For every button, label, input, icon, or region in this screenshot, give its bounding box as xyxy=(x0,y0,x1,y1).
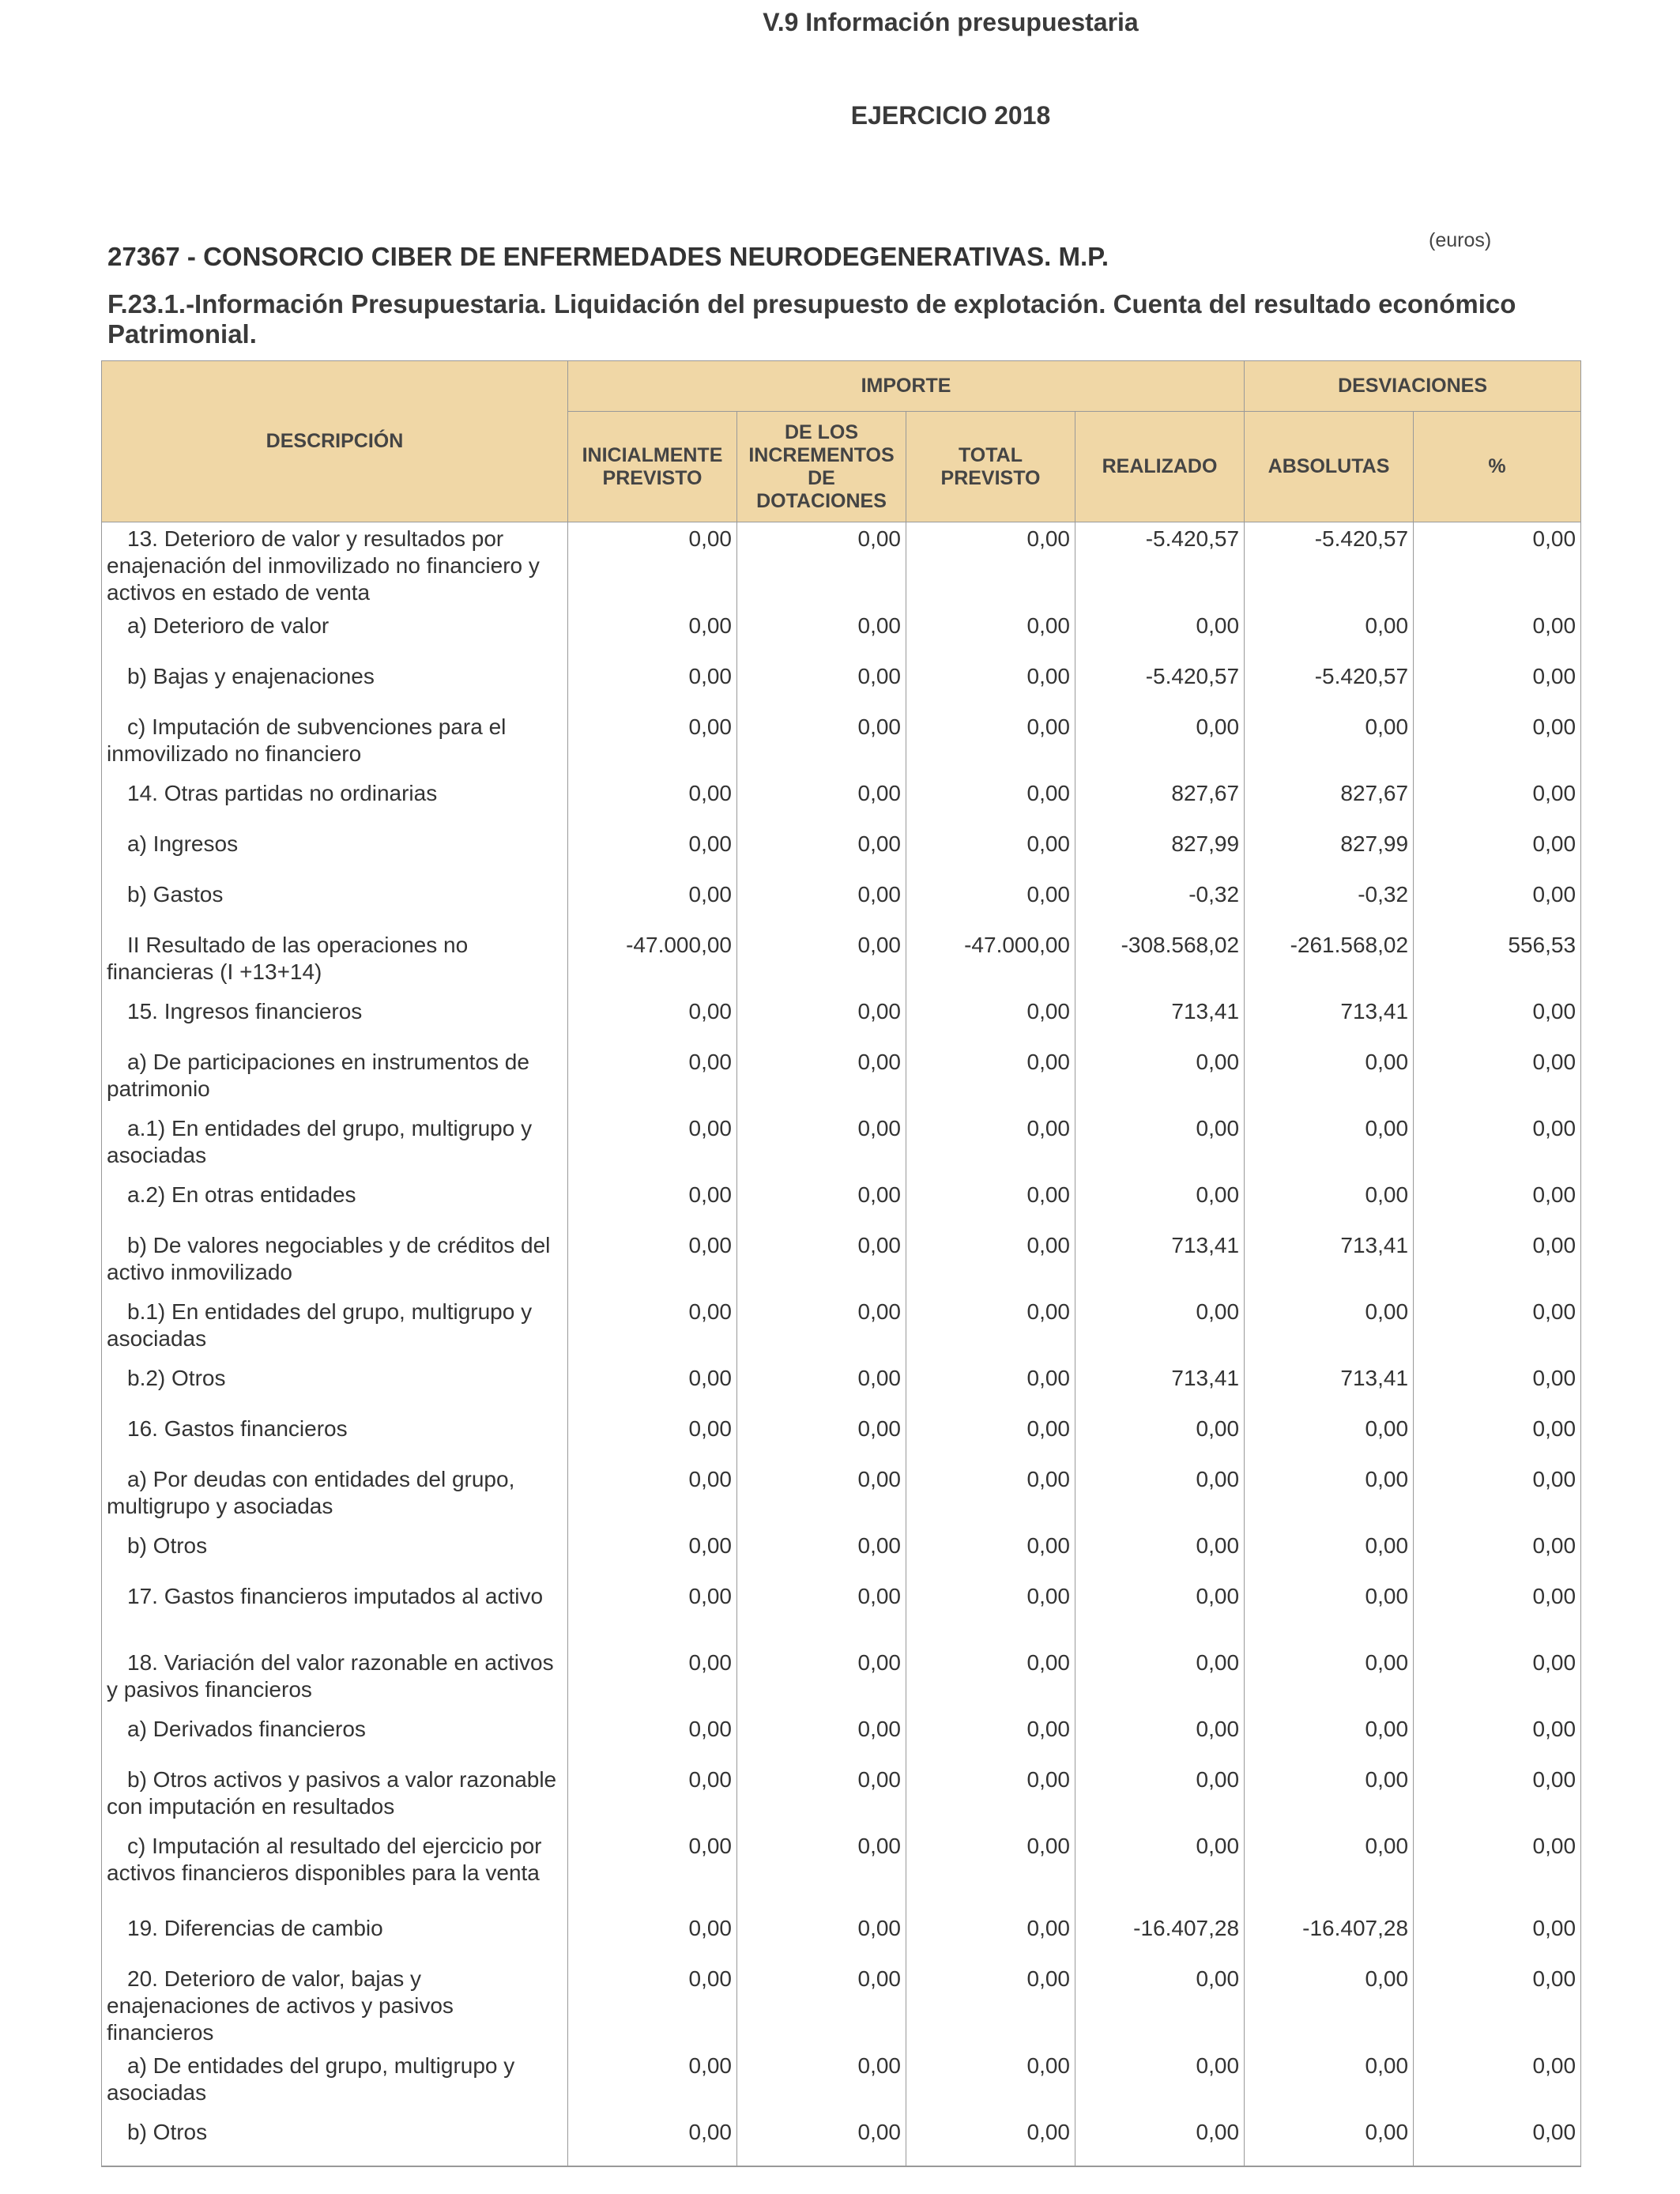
cell-absolutas: 713,41 xyxy=(1245,1229,1414,1295)
units-label: (euros) xyxy=(1429,229,1492,251)
row-description: 20. Deterioro de valor, bajas y enajenaciones de activos y pasivos financieros xyxy=(102,1962,568,2049)
cell-absolutas: -5.420,57 xyxy=(1245,660,1414,711)
cell-total-previsto: 0,00 xyxy=(906,1412,1075,1463)
cell-porcentaje: 0,00 xyxy=(1414,2116,1581,2166)
cell-total-previsto: 0,00 xyxy=(906,777,1075,827)
cell-absolutas: 0,00 xyxy=(1245,1713,1414,1763)
cell-porcentaje: 0,00 xyxy=(1414,1763,1581,1830)
cell-porcentaje: 0,00 xyxy=(1414,1046,1581,1112)
cell-total-previsto: 0,00 xyxy=(906,2116,1075,2166)
cell-realizado: 0,00 xyxy=(1075,1713,1245,1763)
row-description: c) Imputación de subvenciones para el inmovilizado no financiero xyxy=(102,711,568,777)
cell-absolutas: -261.568,02 xyxy=(1245,929,1414,995)
cell-realizado: 827,67 xyxy=(1075,777,1245,827)
cell-absolutas: -0,32 xyxy=(1245,878,1414,929)
cell-incrementos: 0,00 xyxy=(737,827,906,878)
cell-realizado: 0,00 xyxy=(1075,711,1245,777)
cell-inicialmente-previsto: 0,00 xyxy=(568,1295,737,1362)
table-row xyxy=(102,1178,1581,1229)
cell-porcentaje: 0,00 xyxy=(1414,1580,1581,1646)
cell-absolutas: 827,99 xyxy=(1245,827,1414,878)
cell-incrementos: 0,00 xyxy=(737,1362,906,1412)
table-row xyxy=(102,1295,1581,1362)
cell-absolutas: 0,00 xyxy=(1245,711,1414,777)
cell-total-previsto: 0,00 xyxy=(906,1713,1075,1763)
row-description: b) Otros xyxy=(102,1529,568,1580)
table-row xyxy=(102,1412,1581,1463)
cell-absolutas: 713,41 xyxy=(1245,1362,1414,1412)
cell-absolutas: 0,00 xyxy=(1245,1295,1414,1362)
cell-inicialmente-previsto: 0,00 xyxy=(568,1580,737,1646)
cell-realizado: 0,00 xyxy=(1075,1412,1245,1463)
cell-inicialmente-previsto: 0,00 xyxy=(568,878,737,929)
cell-incrementos: 0,00 xyxy=(737,1463,906,1529)
cell-total-previsto: 0,00 xyxy=(906,1912,1075,1962)
cell-absolutas: 0,00 xyxy=(1245,1178,1414,1229)
cell-absolutas: 0,00 xyxy=(1245,1412,1414,1463)
cell-porcentaje: 0,00 xyxy=(1414,1529,1581,1580)
cell-incrementos: 0,00 xyxy=(737,1046,906,1112)
cell-porcentaje: 0,00 xyxy=(1414,878,1581,929)
cell-incrementos: 0,00 xyxy=(737,1912,906,1962)
row-description: II Resultado de las operaciones no financieras (I +13+14) xyxy=(102,929,568,995)
cell-realizado: -5.420,57 xyxy=(1075,522,1245,610)
cell-incrementos: 0,00 xyxy=(737,1713,906,1763)
cell-incrementos: 0,00 xyxy=(737,1529,906,1580)
entity-name: 27367 - CONSORCIO CIBER DE ENFERMEDADES NEURODEGENERATIVAS. M.P. xyxy=(107,242,1109,271)
budget-table xyxy=(101,360,1581,2167)
table-row xyxy=(102,777,1581,827)
cell-absolutas: 0,00 xyxy=(1245,609,1414,660)
cell-total-previsto: 0,00 xyxy=(906,1580,1075,1646)
cell-inicialmente-previsto: 0,00 xyxy=(568,1112,737,1178)
cell-porcentaje: 0,00 xyxy=(1414,1713,1581,1763)
cell-realizado: 0,00 xyxy=(1075,1646,1245,1713)
row-description: 13. Deterioro de valor y resultados por enajenación del inmovilizado no financiero y activos en estado de venta xyxy=(102,522,568,610)
row-description: a) Deterioro de valor xyxy=(102,609,568,660)
cell-porcentaje: 0,00 xyxy=(1414,1112,1581,1178)
table-row xyxy=(102,929,1581,995)
cell-inicialmente-previsto: 0,00 xyxy=(568,660,737,711)
cell-total-previsto: 0,00 xyxy=(906,2049,1075,2116)
cell-absolutas: 0,00 xyxy=(1245,1962,1414,2049)
cell-inicialmente-previsto: 0,00 xyxy=(568,1412,737,1463)
section-title: V.9 Información presupuestaria xyxy=(763,8,1139,36)
table-row xyxy=(102,1646,1581,1713)
table-row xyxy=(102,2049,1581,2116)
cell-porcentaje: 0,00 xyxy=(1414,995,1581,1046)
cell-realizado: 827,99 xyxy=(1075,827,1245,878)
cell-absolutas: 0,00 xyxy=(1245,2049,1414,2116)
cell-porcentaje: 0,00 xyxy=(1414,1463,1581,1529)
cell-porcentaje: 556,53 xyxy=(1414,929,1581,995)
table-row xyxy=(102,1112,1581,1178)
cell-absolutas: 0,00 xyxy=(1245,1463,1414,1529)
table-row xyxy=(102,1463,1581,1529)
cell-absolutas: 0,00 xyxy=(1245,1763,1414,1830)
table-row xyxy=(102,1362,1581,1412)
col-header-absolutas: ABSOLUTAS xyxy=(1245,412,1414,522)
cell-porcentaje: 0,00 xyxy=(1414,711,1581,777)
cell-total-previsto: 0,00 xyxy=(906,1529,1075,1580)
cell-realizado: 0,00 xyxy=(1075,1046,1245,1112)
cell-total-previsto: 0,00 xyxy=(906,878,1075,929)
cell-incrementos: 0,00 xyxy=(737,1229,906,1295)
cell-inicialmente-previsto: 0,00 xyxy=(568,827,737,878)
cell-incrementos: 0,00 xyxy=(737,1295,906,1362)
row-description: 14. Otras partidas no ordinarias xyxy=(102,777,568,827)
cell-inicialmente-previsto: 0,00 xyxy=(568,609,737,660)
table-row xyxy=(102,1962,1581,2049)
cell-realizado: 0,00 xyxy=(1075,1529,1245,1580)
cell-realizado: 713,41 xyxy=(1075,1229,1245,1295)
cell-total-previsto: 0,00 xyxy=(906,1229,1075,1295)
cell-incrementos: 0,00 xyxy=(737,995,906,1046)
row-description: b) Otros xyxy=(102,2116,568,2166)
cell-inicialmente-previsto: -47.000,00 xyxy=(568,929,737,995)
row-description: b) Bajas y enajenaciones xyxy=(102,660,568,711)
cell-total-previsto: 0,00 xyxy=(906,1830,1075,1912)
cell-incrementos: 0,00 xyxy=(737,929,906,995)
cell-inicialmente-previsto: 0,00 xyxy=(568,2049,737,2116)
cell-total-previsto: 0,00 xyxy=(906,1646,1075,1713)
report-subtitle: F.23.1.-Información Presupuestaria. Liquidación del presupuesto de explotación. Cuenta del resultado económico Patrimonial. xyxy=(107,289,1516,349)
cell-inicialmente-previsto: 0,00 xyxy=(568,711,737,777)
cell-realizado: 0,00 xyxy=(1075,1962,1245,2049)
cell-incrementos: 0,00 xyxy=(737,1830,906,1912)
row-description: b) Gastos xyxy=(102,878,568,929)
cell-incrementos: 0,00 xyxy=(737,1962,906,2049)
col-header-incrementos: DE LOS INCREMENTOS DE DOTACIONES xyxy=(737,412,906,522)
cell-porcentaje: 0,00 xyxy=(1414,777,1581,827)
cell-incrementos: 0,00 xyxy=(737,1646,906,1713)
cell-absolutas: -16.407,28 xyxy=(1245,1912,1414,1962)
cell-inicialmente-previsto: 0,00 xyxy=(568,1830,737,1912)
row-description: a.2) En otras entidades xyxy=(102,1178,568,1229)
cell-incrementos: 0,00 xyxy=(737,1580,906,1646)
table-row xyxy=(102,1046,1581,1112)
cell-inicialmente-previsto: 0,00 xyxy=(568,1912,737,1962)
cell-realizado: 0,00 xyxy=(1075,1463,1245,1529)
row-description: a) De participaciones en instrumentos de patrimonio xyxy=(102,1046,568,1112)
table-row xyxy=(102,2116,1581,2166)
cell-absolutas: 827,67 xyxy=(1245,777,1414,827)
cell-incrementos: 0,00 xyxy=(737,777,906,827)
cell-realizado: 0,00 xyxy=(1075,1178,1245,1229)
cell-incrementos: 0,00 xyxy=(737,1412,906,1463)
cell-realizado: -16.407,28 xyxy=(1075,1912,1245,1962)
cell-total-previsto: 0,00 xyxy=(906,1046,1075,1112)
table-row xyxy=(102,609,1581,660)
cell-total-previsto: 0,00 xyxy=(906,522,1075,610)
cell-realizado: 0,00 xyxy=(1075,1580,1245,1646)
table-row xyxy=(102,1229,1581,1295)
cell-absolutas: 0,00 xyxy=(1245,1529,1414,1580)
row-description: 18. Variación del valor razonable en activos y pasivos financieros xyxy=(102,1646,568,1713)
cell-porcentaje: 0,00 xyxy=(1414,522,1581,610)
row-description: 16. Gastos financieros xyxy=(102,1412,568,1463)
cell-realizado: -308.568,02 xyxy=(1075,929,1245,995)
cell-absolutas: 0,00 xyxy=(1245,2116,1414,2166)
cell-total-previsto: 0,00 xyxy=(906,1962,1075,2049)
cell-absolutas: 0,00 xyxy=(1245,1646,1414,1713)
cell-realizado: 0,00 xyxy=(1075,1763,1245,1830)
col-header-inicialmente-previsto: INICIALMENTE PREVISTO xyxy=(568,412,737,522)
cell-incrementos: 0,00 xyxy=(737,522,906,610)
row-description: a) De entidades del grupo, multigrupo y asociadas xyxy=(102,2049,568,2116)
cell-inicialmente-previsto: 0,00 xyxy=(568,1362,737,1412)
row-description: b) De valores negociables y de créditos del activo inmovilizado xyxy=(102,1229,568,1295)
cell-porcentaje: 0,00 xyxy=(1414,1412,1581,1463)
cell-inicialmente-previsto: 0,00 xyxy=(568,522,737,610)
row-description: 19. Diferencias de cambio xyxy=(102,1912,568,1962)
cell-realizado: -5.420,57 xyxy=(1075,660,1245,711)
cell-inicialmente-previsto: 0,00 xyxy=(568,1713,737,1763)
cell-realizado: 0,00 xyxy=(1075,2049,1245,2116)
exercise-year: EJERCICIO 2018 xyxy=(850,101,1051,130)
cell-inicialmente-previsto: 0,00 xyxy=(568,777,737,827)
cell-incrementos: 0,00 xyxy=(737,878,906,929)
cell-total-previsto: 0,00 xyxy=(906,1763,1075,1830)
cell-absolutas: 0,00 xyxy=(1245,1580,1414,1646)
table-row xyxy=(102,522,1581,610)
cell-inicialmente-previsto: 0,00 xyxy=(568,1463,737,1529)
cell-realizado: 713,41 xyxy=(1075,1362,1245,1412)
row-description: a.1) En entidades del grupo, multigrupo y asociadas xyxy=(102,1112,568,1178)
cell-porcentaje: 0,00 xyxy=(1414,1178,1581,1229)
row-description: a) Derivados financieros xyxy=(102,1713,568,1763)
row-description: c) Imputación al resultado del ejercicio por activos financieros disponibles para la venta xyxy=(102,1830,568,1912)
group-header-importe: IMPORTE xyxy=(568,361,1245,412)
cell-total-previsto: -47.000,00 xyxy=(906,929,1075,995)
cell-realizado: 0,00 xyxy=(1075,1830,1245,1912)
cell-total-previsto: 0,00 xyxy=(906,1178,1075,1229)
cell-realizado: 713,41 xyxy=(1075,995,1245,1046)
cell-incrementos: 0,00 xyxy=(737,1112,906,1178)
cell-incrementos: 0,00 xyxy=(737,1763,906,1830)
cell-porcentaje: 0,00 xyxy=(1414,660,1581,711)
cell-realizado: 0,00 xyxy=(1075,1295,1245,1362)
cell-realizado: 0,00 xyxy=(1075,2116,1245,2166)
cell-absolutas: 0,00 xyxy=(1245,1112,1414,1178)
group-header-desviaciones: DESVIACIONES xyxy=(1245,361,1581,412)
table-row xyxy=(102,878,1581,929)
cell-total-previsto: 0,00 xyxy=(906,660,1075,711)
cell-incrementos: 0,00 xyxy=(737,2049,906,2116)
row-description: b.2) Otros xyxy=(102,1362,568,1412)
cell-total-previsto: 0,00 xyxy=(906,1362,1075,1412)
cell-total-previsto: 0,00 xyxy=(906,995,1075,1046)
cell-porcentaje: 0,00 xyxy=(1414,827,1581,878)
cell-inicialmente-previsto: 0,00 xyxy=(568,1046,737,1112)
table-row xyxy=(102,1713,1581,1763)
table-row xyxy=(102,1580,1581,1646)
row-description: 17. Gastos financieros imputados al activo xyxy=(102,1580,568,1646)
cell-porcentaje: 0,00 xyxy=(1414,2049,1581,2116)
cell-incrementos: 0,00 xyxy=(737,711,906,777)
cell-porcentaje: 0,00 xyxy=(1414,1229,1581,1295)
table-row xyxy=(102,660,1581,711)
cell-total-previsto: 0,00 xyxy=(906,1463,1075,1529)
cell-total-previsto: 0,00 xyxy=(906,827,1075,878)
cell-incrementos: 0,00 xyxy=(737,1178,906,1229)
col-header-realizado: REALIZADO xyxy=(1075,412,1245,522)
table-row xyxy=(102,827,1581,878)
table-row xyxy=(102,995,1581,1046)
row-description: a) Ingresos xyxy=(102,827,568,878)
cell-realizado: -0,32 xyxy=(1075,878,1245,929)
table-body xyxy=(102,522,1581,2167)
cell-inicialmente-previsto: 0,00 xyxy=(568,1646,737,1713)
col-header-descripcion: DESCRIPCIÓN xyxy=(102,361,568,522)
cell-incrementos: 0,00 xyxy=(737,660,906,711)
cell-inicialmente-previsto: 0,00 xyxy=(568,1178,737,1229)
cell-total-previsto: 0,00 xyxy=(906,711,1075,777)
table-row xyxy=(102,1529,1581,1580)
cell-absolutas: 0,00 xyxy=(1245,1830,1414,1912)
cell-inicialmente-previsto: 0,00 xyxy=(568,2116,737,2166)
cell-inicialmente-previsto: 0,00 xyxy=(568,995,737,1046)
cell-total-previsto: 0,00 xyxy=(906,1295,1075,1362)
cell-absolutas: 0,00 xyxy=(1245,1046,1414,1112)
cell-realizado: 0,00 xyxy=(1075,1112,1245,1178)
table-row xyxy=(102,1830,1581,1912)
cell-inicialmente-previsto: 0,00 xyxy=(568,1529,737,1580)
row-description: b) Otros activos y pasivos a valor razonable con imputación en resultados xyxy=(102,1763,568,1830)
cell-inicialmente-previsto: 0,00 xyxy=(568,1229,737,1295)
cell-incrementos: 0,00 xyxy=(737,2116,906,2166)
col-header-porcentaje: % xyxy=(1414,412,1581,522)
table-row xyxy=(102,1912,1581,1962)
table-row xyxy=(102,711,1581,777)
col-header-total-previsto: TOTAL PREVISTO xyxy=(906,412,1075,522)
cell-porcentaje: 0,00 xyxy=(1414,1912,1581,1962)
cell-incrementos: 0,00 xyxy=(737,609,906,660)
cell-inicialmente-previsto: 0,00 xyxy=(568,1962,737,2049)
cell-realizado: 0,00 xyxy=(1075,609,1245,660)
cell-porcentaje: 0,00 xyxy=(1414,1295,1581,1362)
row-description: a) Por deudas con entidades del grupo, multigrupo y asociadas xyxy=(102,1463,568,1529)
row-description: b.1) En entidades del grupo, multigrupo y asociadas xyxy=(102,1295,568,1362)
cell-porcentaje: 0,00 xyxy=(1414,609,1581,660)
cell-total-previsto: 0,00 xyxy=(906,1112,1075,1178)
cell-inicialmente-previsto: 0,00 xyxy=(568,1763,737,1830)
row-description: 15. Ingresos financieros xyxy=(102,995,568,1046)
cell-total-previsto: 0,00 xyxy=(906,609,1075,660)
cell-porcentaje: 0,00 xyxy=(1414,1362,1581,1412)
table-row xyxy=(102,1763,1581,1830)
cell-porcentaje: 0,00 xyxy=(1414,1830,1581,1912)
cell-absolutas: 713,41 xyxy=(1245,995,1414,1046)
cell-porcentaje: 0,00 xyxy=(1414,1646,1581,1713)
cell-absolutas: -5.420,57 xyxy=(1245,522,1414,610)
cell-porcentaje: 0,00 xyxy=(1414,1962,1581,2049)
